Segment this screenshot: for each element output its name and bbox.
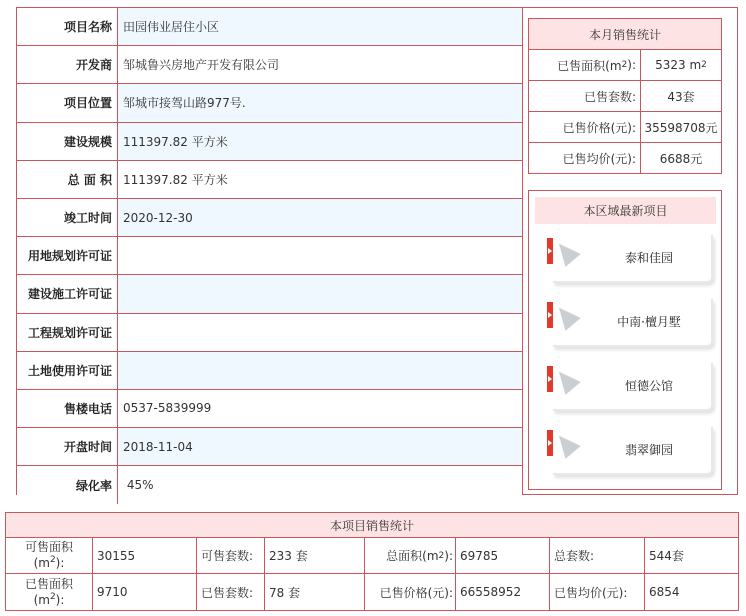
newest-project-item[interactable] bbox=[547, 427, 717, 479]
info-label: 建设规模 bbox=[17, 123, 118, 160]
info-label: 开发商 bbox=[17, 46, 118, 83]
monthly-count-value: 43套 bbox=[667, 89, 695, 104]
monthly-price-value: 35598708元 bbox=[644, 120, 718, 135]
sales-row-sold bbox=[6, 574, 738, 610]
project-name-link[interactable]: 翡翠御园 bbox=[624, 443, 673, 457]
sold-price-value: 66558952 bbox=[456, 574, 550, 610]
monthly-count-row bbox=[529, 81, 721, 112]
info-label: 项目名称 bbox=[17, 8, 118, 45]
info-row-construction-permit bbox=[17, 275, 522, 313]
project-info-table bbox=[16, 7, 523, 495]
sold-avg-value: 6854 bbox=[649, 585, 680, 599]
avail-area-value: 30155 bbox=[93, 538, 197, 573]
info-row-phone bbox=[17, 390, 522, 428]
info-row-total-area bbox=[17, 161, 522, 199]
sold-avg-label: 已售均价(元): bbox=[550, 574, 645, 610]
project-name-link[interactable]: 泰和佳园 bbox=[624, 251, 673, 265]
sold-price-label: 已售价格(元): bbox=[365, 574, 456, 610]
info-value: 111397.82 平方米 bbox=[118, 123, 522, 160]
total-count-label: 总套数: bbox=[550, 538, 645, 573]
monthly-area-value: 5323 m 2 bbox=[655, 58, 707, 72]
newest-project-item[interactable] bbox=[547, 235, 717, 287]
info-value bbox=[118, 352, 522, 389]
newest-projects-title: 本区域最新项目 bbox=[535, 197, 716, 224]
info-label: 绿化率 bbox=[17, 466, 118, 504]
project-sales-title: 本项目销售统计 bbox=[6, 513, 738, 538]
info-row-location bbox=[17, 84, 522, 122]
info-row-land-use-permit bbox=[17, 352, 522, 390]
info-value: 0537-5839999 bbox=[118, 390, 522, 427]
total-area-label: 总面积(m 2 ): bbox=[365, 538, 456, 573]
sold-count-value: 78 套 bbox=[265, 574, 365, 610]
monthly-sales-panel bbox=[528, 18, 722, 174]
avail-count-value: 233 套 bbox=[265, 538, 365, 573]
info-label: 竣工时间 bbox=[17, 199, 118, 236]
info-label: 总 面 积 bbox=[17, 161, 118, 198]
info-value bbox=[118, 237, 522, 274]
info-label: 项目位置 bbox=[17, 84, 118, 121]
info-value bbox=[118, 314, 522, 351]
project-name-link[interactable]: 恒德公馆 bbox=[624, 379, 673, 393]
monthly-area-label: 已售面积(m 2 ): bbox=[529, 50, 641, 80]
info-value: 45% bbox=[118, 466, 522, 504]
info-value: 2020-12-30 bbox=[118, 199, 522, 236]
sales-row-available bbox=[6, 538, 738, 574]
monthly-sales-title: 本月销售统计 bbox=[529, 19, 721, 50]
info-label: 土地使用许可证 bbox=[17, 352, 118, 389]
info-row-opening bbox=[17, 428, 522, 466]
monthly-price-label: 已售价格(元): bbox=[529, 112, 641, 142]
sold-area-value: 9710 bbox=[93, 574, 197, 610]
project-name-link[interactable]: 中南·檀月墅 bbox=[617, 315, 681, 329]
info-value bbox=[118, 275, 522, 312]
info-row-completion bbox=[17, 199, 522, 237]
newest-projects-panel bbox=[528, 190, 722, 490]
info-row-scale bbox=[17, 123, 522, 161]
info-value: 2018-11-04 bbox=[118, 428, 522, 465]
info-value: 111397.82 平方米 bbox=[118, 161, 522, 198]
info-label: 售楼电话 bbox=[17, 390, 118, 427]
avail-count-label: 可售套数: bbox=[197, 538, 265, 573]
sold-count-label: 已售套数: bbox=[197, 574, 265, 610]
total-count-value: 544套 bbox=[649, 549, 684, 563]
newest-project-item[interactable] bbox=[547, 363, 717, 415]
info-value: 邹城市接驾山路977号. bbox=[118, 84, 522, 121]
avail-area-label: 可售面积 $(m^2)$: bbox=[6, 538, 93, 573]
info-label: 用地规划许可证 bbox=[17, 237, 118, 274]
project-sales-table bbox=[5, 512, 739, 611]
info-row-developer bbox=[17, 46, 522, 84]
info-row-name bbox=[17, 8, 522, 46]
monthly-area-row bbox=[529, 50, 721, 81]
monthly-avg-row bbox=[529, 143, 721, 174]
info-value: 田园伟业居住小区 bbox=[118, 8, 522, 45]
info-label: 建设施工许可证 bbox=[17, 275, 118, 312]
monthly-price-row bbox=[529, 112, 721, 143]
info-value: 邹城鲁兴房地产开发有限公司 bbox=[118, 46, 522, 83]
newest-project-item[interactable] bbox=[547, 299, 717, 351]
sold-area-label: 已售面积 $(m^2)$: bbox=[6, 574, 93, 610]
monthly-count-label: 已售套数: bbox=[529, 81, 641, 111]
info-label: 工程规划许可证 bbox=[17, 314, 118, 351]
info-row-greening bbox=[17, 466, 522, 504]
total-area-value: 69785 bbox=[456, 538, 550, 573]
monthly-avg-label: 已售均价(元): bbox=[529, 143, 641, 174]
info-row-land-plan-permit bbox=[17, 237, 522, 275]
monthly-avg-value: 6688元 bbox=[659, 152, 703, 166]
info-row-engineering-permit bbox=[17, 314, 522, 352]
info-label: 开盘时间 bbox=[17, 428, 118, 465]
